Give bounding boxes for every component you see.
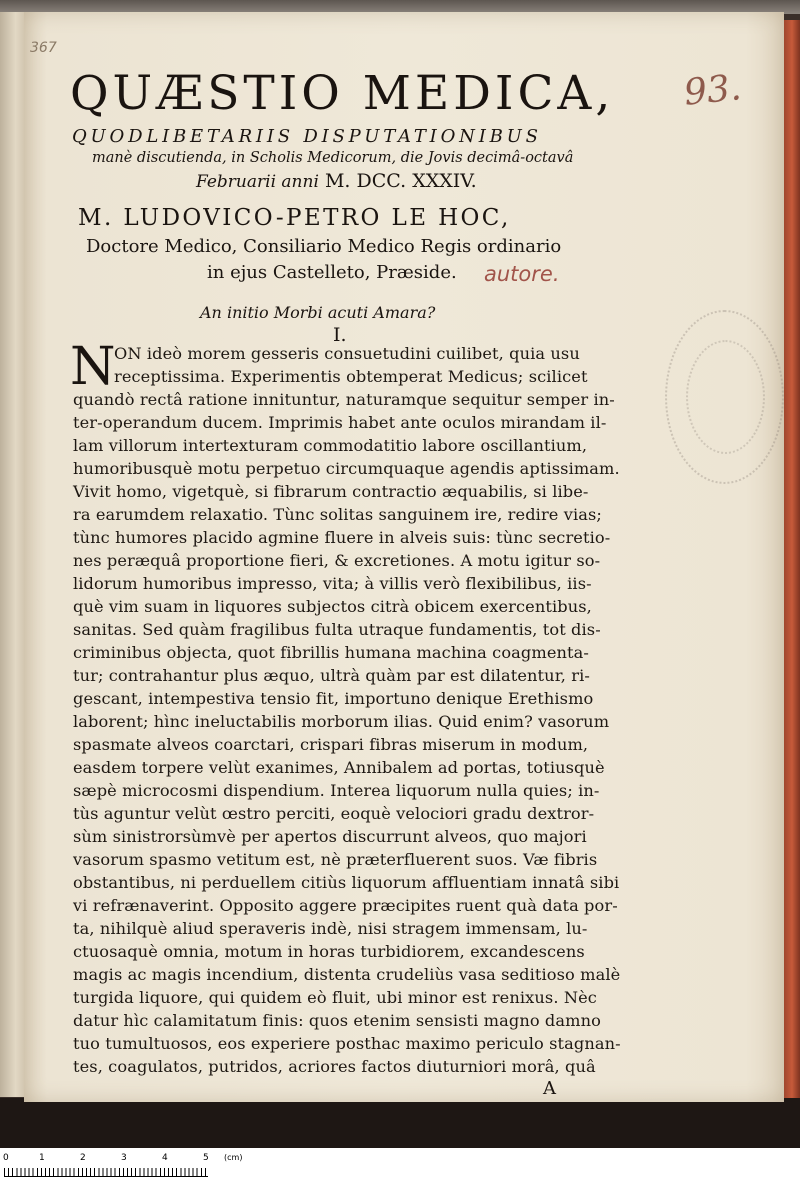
question-heading: An initio Morbi acuti Amara? (200, 303, 436, 322)
body-line: ta, nihilquè aliud speraveris indè, nisi stragem immensam, lu- (73, 919, 588, 938)
body-line: ter-operandum ducem. Imprimis habet ante oculos mirandam il- (73, 413, 607, 432)
body-line: sæpè microcosmi dispendium. Interea liquorum nulla quies; in- (73, 781, 600, 800)
handwritten-shelf-number: 367 (30, 40, 57, 56)
subtitle-line-1: QUODLIBETARIIS DISPUTATIONIBUS (72, 126, 542, 147)
ruler-label: 5 (203, 1153, 209, 1163)
book-bottom-shadow (0, 1098, 800, 1148)
library-stamp-inner (686, 340, 765, 454)
body-line: sanitas. Sed quàm fragilibus fulta utraque fundamentis, tot dis- (73, 620, 601, 639)
page-stack-edge (0, 12, 26, 1097)
signature-mark: A (543, 1078, 556, 1099)
body-line: receptissima. Experimentis obtemperat Medicus; scilicet (114, 367, 588, 386)
subtitle-date-italic: Februarii anni (196, 172, 319, 192)
author-title: Doctore Medico, Consiliario Medico Regis ordinario (86, 236, 562, 257)
body-line: magis ac magis incendium, distenta crudeliùs vasa seditioso malè (73, 965, 621, 984)
handwritten-folio-number: 93. (682, 67, 744, 114)
ruler-unit: (cm) (224, 1153, 243, 1162)
body-line: humoribusquè motu perpetuo circumquaque agendis aptissimam. (73, 459, 620, 478)
subtitle-line-2: manè discutienda, in Scholis Medicorum, die Jovis decimâ-octavâ (92, 150, 574, 166)
body-line: laborent; hìnc ineluctabilis morborum ilias. Quid enim? vasorum (73, 712, 610, 731)
body-line: quandò rectâ ratione innituntur, naturamque sequitur semper in- (73, 390, 615, 409)
ruler-label: 3 (121, 1153, 127, 1163)
body-line: nes peræquâ proportione fieri, & excretiones. A motu igitur so- (73, 551, 601, 570)
body-line: Vivit homo, vigetquè, si fibrarum contractio æquabilis, si libe- (73, 482, 589, 501)
body-line: tùs aguntur velùt œstro perciti, eoquè velociori gradu dextror- (73, 804, 595, 823)
handwritten-annotation: autore. (484, 262, 560, 286)
drop-cap: N (70, 337, 116, 397)
body-line: spasmate alveos coarctari, crispari fibras miserum in modum, (73, 735, 589, 754)
body-line: datur hìc calamitatum finis: quos etenim sensisti magno damno (73, 1011, 601, 1030)
ruler-ticks (4, 1168, 208, 1177)
body-line: vi refrænaverint. Opposito aggere præcipites ruent quà data por- (73, 896, 618, 915)
body-line: obstantibus, ni perduellem citiùs liquorum affluentiam innatâ sibi (73, 873, 620, 892)
body-line: què vim suam in liquores subjectos citrà obicem exercentibus, (73, 597, 592, 616)
ruler-label: 4 (162, 1153, 168, 1163)
section-numeral: I. (333, 324, 347, 346)
body-line: criminibus objecta, quot fibrillis humana machina coagmenta- (73, 643, 589, 662)
body-line: vasorum spasmo vetitum est, nè præterfluerent suos. Væ fibris (73, 850, 598, 869)
subtitle-line-3 (196, 170, 796, 192)
author-name: M. LUDOVICO-PETRO LE HOC, (78, 205, 511, 231)
page-title: QUÆSTIO MEDICA, (70, 66, 615, 121)
body-line: turgida liquore, qui quidem eò fluit, ubi minor est renixus. Nèc (73, 988, 597, 1007)
ruler-label: 1 (39, 1153, 45, 1163)
body-line: tes, coagulatos, putridos, acriores factos diuturniori morâ, quâ (73, 1057, 596, 1076)
body-line: ON ideò morem gesseris consuetudini cuilibet, quia usu (114, 344, 580, 363)
body-line: ra earumdem relaxatio. Tùnc solitas sanguinem ire, redire vias; (73, 505, 602, 524)
author-role: in ejus Castelleto, Præside. (207, 262, 457, 283)
body-line: lam villorum intertexturam commodatitio labore oscillantium, (73, 436, 588, 455)
ruler-label: 0 (3, 1153, 9, 1163)
body-line: sùm sinistrorsùmvè per apertos discurrunt alveos, quo majori (73, 827, 587, 846)
body-line: lidorum humoribus impresso, vita; à villis verò flexibilibus, iis- (73, 574, 592, 593)
body-line: easdem torpere velùt exanimes, Annibalem ad portas, totiusquè (73, 758, 605, 777)
body-line: tuo tumultuosos, eos experiere posthac maximo periculo stagnan- (73, 1034, 621, 1053)
body-line: tur; contrahantur plus æquo, ultrà quàm par est dilatentur, ri- (73, 666, 590, 685)
subtitle-year: M. DCC. XXXIV. (318, 170, 477, 192)
body-line: ctuosaquè omnia, motum in horas turbidiorem, excandescens (73, 942, 585, 961)
body-line: tùnc humores placido agmine fluere in alveis suis: tùnc secretio- (73, 528, 611, 547)
body-line: gescant, intempestiva tensio fit, importuno denique Erethismo (73, 689, 594, 708)
ruler-label: 2 (80, 1153, 86, 1163)
